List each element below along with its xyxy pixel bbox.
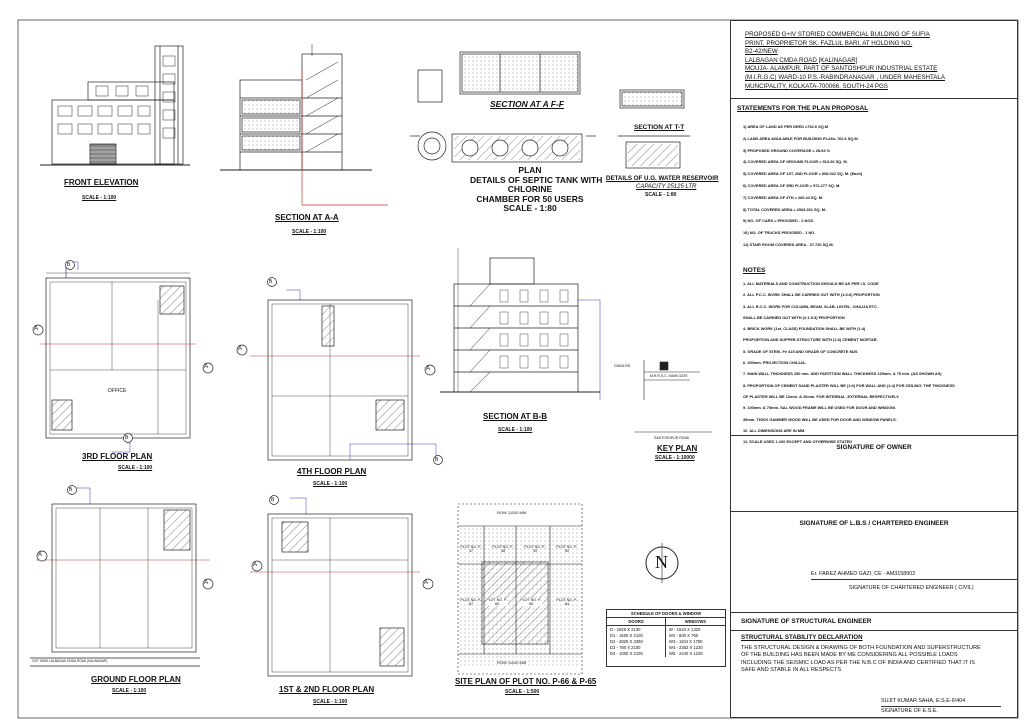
section-marker-b: B (271, 497, 275, 503)
section-marker-b: B (269, 279, 273, 285)
section-bb-scale: SCALE - 1:100 (498, 427, 533, 433)
plot-label: PLOT NO. P-64 (556, 598, 578, 606)
stability-line: OF THE BUILDING HAS BEEN MADE BY ME CONSIDERING ALL POSSIBLE LOADS (741, 652, 958, 659)
stability-title: STRUCTURAL STABILITY DECLARATION (741, 634, 863, 641)
statement-item: 2) LAND AREA AVAILABLE FOR BUILDING PLAN= 762.6 SQ.M (743, 135, 858, 141)
fourth-floor-plan-drawing (250, 290, 436, 460)
statements-list (743, 121, 862, 251)
section-marker-a: A (204, 364, 209, 370)
statements-section (731, 98, 1017, 445)
project-line: PROPOSED G+IV STORIED COMMERCIAL BUILDING OF SUFIA (745, 31, 930, 38)
site-row-bottom: ROW 11100 MM (497, 660, 527, 665)
note-item: 6. 450mm. PROJECTION CHAJJA. (743, 360, 806, 366)
window-entry: W2 - 600 X 760 (669, 632, 699, 638)
septic-tank-title (470, 165, 603, 214)
stability-line: SAFE AND STABLE IN ALL RESPECTS (741, 667, 842, 674)
project-line: B2-42/NEW (745, 48, 778, 56)
ground-floor-scale: SCALE - 1:100 (112, 688, 147, 694)
note-item: 4. BRICK WORK (1st. CLASS) FOUNDATION SHALL BE WITH (1:4) (743, 326, 866, 332)
reservoir-title: DETAILS OF U.G. WATER RESERVOIR (606, 175, 719, 182)
project-line: PRINT, PROPRIETOR SK. FAZLUL BARI, AT HOLDING NO. (745, 39, 913, 47)
project-line: (M.I.R.G.C) WARD-10 P.S.-RABINDRANAGAR , UNDER MAHESHTALA (745, 73, 945, 81)
key-plan-site: CMDA RD (614, 364, 631, 368)
plot-label: PLOT NO. P-47 (460, 545, 482, 553)
section-bb-title: SECTION AT B-B (483, 412, 547, 421)
third-floor-title: 3RD FLOOR PLAN (82, 452, 153, 461)
note-item: 9. 100mm. & 75mm. SAL WOOD FRAME WILL BE USED FOR DOOR AND WINDOW. (743, 405, 896, 411)
window-entry: W - 1524 X 1320 (669, 626, 701, 632)
statement-item: 9) NO. OF CARS = PROVIDED - 2 NOS. (743, 218, 815, 224)
note-item: 5. GRADE OF STEEL Fe 415 AND GRADE OF CONCRETE M20. (743, 348, 859, 354)
section-marker-a: A (38, 552, 43, 558)
note-item: PROPORTION AND SUPPER-STRUCTURE WITH (1:6) CEMENT MORTAR. (743, 337, 878, 343)
stability-text (741, 645, 981, 675)
section-marker-b: B (69, 487, 73, 493)
note-item: 35mm. THICK GAMMER WOOD WILL BE USED FOR DOOR AND WINDOW PANELS. (743, 416, 897, 422)
stability-line: THE STRUCTURAL DESIGN & DRAWING OF BOTH FOUNDATION AND SUPERSTRUCTURE (741, 645, 981, 651)
windows-header: WINDOWS (666, 619, 725, 626)
statement-item: 7) COVERED AREA OF 4TH = 260.44 SQ. M. (743, 194, 824, 200)
site-plan-title: SITE PLAN OF PLOT NO. P-66 & P-65 (455, 677, 597, 686)
lbs-signature-label: SIGNATURE OF L.B.S / CHARTERED ENGINEER (799, 520, 949, 527)
window-entry: W3 - 1104 X 1750 (669, 638, 703, 644)
first-second-floor-title: 1ST & 2ND FLOOR PLAN (279, 685, 375, 694)
fourth-floor-title: 4TH FLOOR PLAN (297, 467, 367, 476)
note-item: 3. ALL R.C.C. WORK FOR COLUMN, BEAM, SLAB, LINTEL, CHAJJA ETC. (743, 303, 878, 309)
key-plan-title: KEY PLAN (657, 444, 698, 453)
statement-item: 10) NO. OF TRUCKS PROVIDED - 1 NO. (743, 230, 816, 236)
statement-item: 3) PROPOSED GROUND COVERAGE = 28.94 % (743, 147, 831, 153)
section-marker-b: B (67, 262, 71, 268)
third-floor-scale: SCALE - 1:100 (118, 465, 153, 471)
statement-item: 11) STAIR ROOM COVERED AREA - 37.720 SQ.M. (743, 241, 834, 247)
ese-name: SUJIT KUMAR SAHA, E.S.E-II/404 (881, 698, 966, 704)
section-tt-title: SECTION AT T-T (634, 124, 685, 131)
note-item: SHALL BE CARRIED OUT WITH (1:1.5:3) PROPORTION (743, 314, 845, 320)
owner-signature-box (731, 435, 1017, 511)
statements-title: STATEMENTS FOR THE PLAN PROPOSAL (737, 105, 869, 112)
key-plan-road: SANTOSHPUR ROAD (654, 436, 690, 440)
stability-line: INCLUDING THE SEISMIC LOAD AS PER THE N.B.C OF INDIA AND CERTIFIED THAT IT IS (741, 659, 975, 666)
north-letter: N (655, 552, 668, 572)
plot-label: PLOT NO. P-66 (486, 598, 508, 606)
third-floor-plan-drawing (40, 262, 196, 452)
note-item: 11. SCALE USED 1:100 EXCEPT AND OTHERWISE STATED (743, 439, 853, 445)
plot-label: PLOT NO. P-50 (556, 545, 578, 553)
structural-engineer-label: SIGNATURE OF STRUCTURAL ENGINEER (741, 618, 872, 625)
front-elevation-drawing (40, 46, 190, 165)
section-aa-scale: SCALE - 1:100 (292, 229, 327, 235)
plot-label: PLOT NO. P-65 (520, 598, 542, 606)
lbs-signature-box (731, 511, 1017, 612)
statement-item: 6) COVERED AREA OF 3RD FLOOR = 572.277 SQ. M. (743, 182, 841, 188)
plot-label: PLOT NO. P-49 (524, 545, 546, 553)
door-entry: D4 - 1000 X 2100 (610, 650, 643, 656)
septic-scale: SCALE - 1:80 (503, 203, 557, 213)
statement-item: 8) TOTAL COVERED AREA = 2563.261 SQ. M. (743, 206, 827, 212)
note-item: 8. PROPORTION OF CEMENT SAND PLASTER WILL BE (1:6) FOR WALL AND (1:4) FOR CEILING. THE THICKNESS (743, 382, 955, 388)
ground-floor-title: GROUND FLOOR PLAN (91, 675, 181, 684)
section-marker-a: A (253, 562, 258, 568)
septic-line-3: CHLORINE (507, 184, 553, 194)
owner-signature-label: SIGNATURE OF OWNER (836, 444, 912, 451)
ese-signature-label: SIGNATURE OF E.S.E. (881, 706, 1001, 714)
note-item: 2. ALL P.C.C. WORK SHALL BE CARRIED OUT WITH (1:3:6) PROPORTION (743, 292, 880, 298)
ground-floor-plan-drawing (30, 488, 210, 666)
front-elevation-title: FRONT ELEVATION (64, 178, 139, 187)
statement-item: 4) COVERED AREA OF GROUND FLOOR = 513.26 SQ. M. (743, 159, 848, 165)
door-entry: D2 - 4825 X 3360 (610, 638, 643, 644)
door-entry: D3 - 780 X 2100 (610, 644, 641, 650)
project-line: MUNCIPALITY, KOLKATA-700066, SOUTH-24 PGS (745, 82, 888, 90)
notes-list (743, 278, 955, 447)
site-plan-drawing (458, 504, 582, 674)
project-line: MOUJA- ALAMPUR, PART OF SANTOSHPUR INDUSTRIAL ESTATE (745, 65, 938, 73)
door-entry: D - 1829 X 2130 (610, 626, 641, 632)
door-entry: D1 - 1500 X 2100 (610, 632, 643, 638)
window-entry: W5 - 2440 X 1220 (669, 650, 703, 656)
fourth-floor-scale: SCALE - 1:100 (313, 481, 348, 487)
section-marker-b: B (125, 435, 129, 441)
section-marker-a: A (238, 346, 243, 352)
section-marker-a: A (426, 366, 431, 372)
note-item: 7. MAIN WALL THICKNESS 250 mm. AND PARTITION WALL THICKNESS 125mm. & 75 mm. (AS SHOWN AS) (743, 371, 942, 377)
doors-column (607, 618, 666, 657)
section-marker-a: A (204, 580, 209, 586)
section-marker-b: B (435, 457, 439, 463)
section-aa-drawing (220, 44, 388, 205)
office-room-label: OFFICE (108, 388, 127, 394)
septic-line-1: PLAN (518, 165, 542, 175)
structural-engineer-box (731, 612, 1017, 719)
schedule-title: SCHEDULE OF DOORS & WINDOW (607, 610, 725, 618)
septic-line-2: DETAILS OF SEPTIC TANK WITH (470, 174, 603, 185)
site-plan-scale: SCALE - 1:500 (505, 689, 540, 695)
key-plan-scale: SCALE - 1:10000 (655, 455, 695, 461)
doors-header: DOORS (607, 619, 665, 626)
note-item: OF PLASTER WILL BE 12mm. & 20mm. FOR INTERNAL ,EXTERNAL RESPECTIVELY. (743, 393, 900, 399)
chartered-engineer-label: SIGNATURE OF CHARTERED ENGINEER ( CIVIL) (849, 585, 974, 591)
title-block-panel (730, 20, 1018, 718)
plot-label: PLOT NO. P-48 (492, 545, 514, 553)
reservoir-capacity: CAPACITY 25125 LTR (636, 184, 697, 190)
first-second-floor-plan-drawing (250, 498, 420, 676)
door-window-schedule (606, 609, 726, 667)
septic-line-4: CHAMBER FOR 50 USERS (476, 193, 584, 204)
ground-floor-road: 10'0" WIDE LALBAGAN CMDA ROAD (KALINAGAR) (32, 659, 108, 663)
section-ff-title: SECTION AT A F-F (490, 99, 564, 109)
site-row-top: ROW 11100 MM (497, 510, 527, 515)
section-aa-title: SECTION AT A-A (275, 213, 339, 222)
statement-item: 5) COVERED AREA OF 1ST, 2ND FLOOR = 608.032 SQ. M. (Each) (743, 171, 863, 177)
windows-column (666, 618, 725, 657)
key-plan-drawing (634, 360, 712, 432)
project-description (745, 31, 1015, 91)
section-marker-a: A (34, 326, 39, 332)
project-line: LALBAGAN CMDA ROAD [KALINAGAR] (745, 56, 858, 64)
first-second-floor-scale: SCALE - 1:100 (313, 699, 348, 705)
section-bb-drawing (440, 248, 600, 400)
section-marker-a: A (424, 580, 429, 586)
reservoir-scale: SCALE - 1:80 (645, 192, 677, 198)
key-plan-gate: M.R.R.S.C. MAIN GATE (650, 374, 688, 378)
engineer-name: Er. FAREZ AHMED GAZI, CE - AM3158902 (811, 571, 916, 577)
note-item: 1. ALL MATERIALS AND CONSTRUCTION SHOULD BE AS PER I.S. CODE (743, 281, 879, 286)
front-elevation-scale: SCALE - 1:100 (82, 195, 117, 201)
plot-label: PLOT NO. P-67 (460, 598, 482, 606)
statement-item: 1) AREA OF LAND AS PER DEED =762.6 SQ.M (743, 124, 829, 129)
window-entry: W4 - 2362 X 1220 (669, 644, 703, 650)
notes-title: NOTES (743, 267, 766, 274)
note-item: 10. ALL DIMENSIONS ARE IN MM. (743, 427, 806, 433)
